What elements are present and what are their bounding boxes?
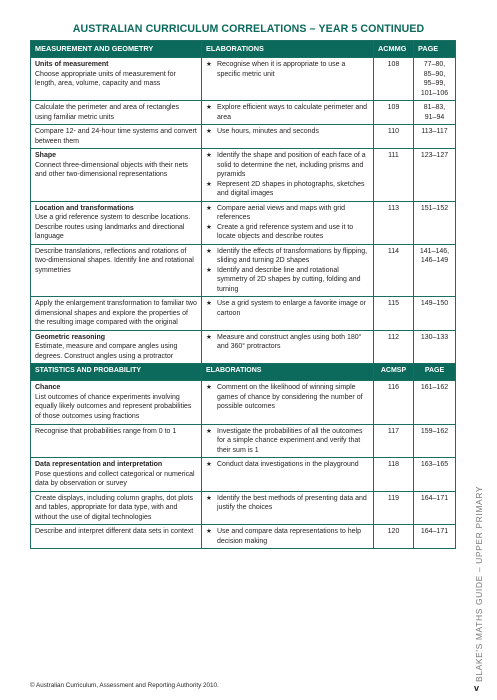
- measurement-geometry-header: [31, 41, 456, 58]
- page-cell: [414, 125, 456, 149]
- elaboration-text: Explore efficient ways to calculate perimeter and area: [217, 104, 368, 121]
- code-cell: 111: [374, 149, 414, 202]
- elaboration-item: [206, 180, 369, 199]
- star-icon: ★: [206, 204, 212, 212]
- elaboration-text: Identify and describe line and rotational symmetry of 2D shapes by cutting, folding and turning: [217, 266, 361, 293]
- content-description: Estimate, measure and compare angles using degrees. Construct angles using a protractor: [35, 343, 178, 360]
- elaboration-cell: [202, 297, 374, 331]
- elaboration-text: Investigate the probabilities of all the outcomes for a simple chance experiment and verify that their sum is 1: [217, 427, 363, 454]
- content-description: Recognise that probabilities range from 0 to 1: [35, 427, 177, 435]
- subsection-title: Data representation and interpretation: [35, 461, 163, 469]
- elaboration-item: [206, 151, 369, 180]
- subsection-title: Location and transformations: [35, 204, 134, 212]
- page-cell: [414, 424, 456, 458]
- page-marker: v: [474, 683, 480, 693]
- elaboration-cell: [202, 525, 374, 549]
- elaboration-item: [206, 103, 369, 122]
- description-cell: [31, 201, 202, 244]
- elaboration-text: Conduct data investigations in the playground: [217, 461, 359, 469]
- page-range: 77–80,: [423, 61, 446, 68]
- elaboration-text: Use hours, minutes and seconds: [217, 128, 319, 136]
- star-icon: ★: [206, 266, 212, 274]
- content-description: Calculate the perimeter and area of rectangles using familiar metric units: [35, 104, 179, 121]
- elaboration-item: [206, 494, 369, 513]
- code-cell: 115: [374, 297, 414, 331]
- code-cell: 120: [374, 525, 414, 549]
- elaboration-cell: [202, 424, 374, 458]
- table-row: [31, 458, 456, 492]
- page-cell: [414, 149, 456, 202]
- elaboration-item: [206, 299, 369, 318]
- page-cell: [414, 525, 456, 549]
- code-cell: 114: [374, 244, 414, 297]
- header-page: PAGE: [414, 41, 456, 58]
- elaboration-item: [206, 427, 369, 456]
- code-cell: 119: [374, 491, 414, 525]
- code-cell: 108: [374, 58, 414, 101]
- page-range: 159–162: [420, 427, 449, 435]
- elaboration-cell: [202, 149, 374, 202]
- star-icon: ★: [206, 461, 212, 469]
- description-cell: [31, 125, 202, 149]
- star-icon: ★: [206, 427, 212, 435]
- page-cell: [414, 201, 456, 244]
- elaboration-text: Use and compare data representations to help decision making: [217, 528, 361, 545]
- statistics-probability-header: [31, 364, 456, 381]
- table-row: [31, 330, 456, 364]
- elaboration-cell: [202, 58, 374, 101]
- elaboration-item: [206, 204, 369, 223]
- star-icon: ★: [206, 528, 212, 536]
- page-cell: [414, 101, 456, 125]
- elaboration-item: [206, 333, 369, 352]
- star-icon: ★: [206, 223, 212, 231]
- header-page: PAGE: [414, 364, 456, 381]
- page-range: 95–99,: [423, 80, 446, 88]
- elaboration-cell: [202, 491, 374, 525]
- description-cell: [31, 491, 202, 525]
- statistics-probability-header-group: [31, 364, 456, 381]
- elaboration-text: Identify the best methods of presenting data and justify the choices: [217, 494, 367, 512]
- content-description: Create displays, including column graphs, dot plots and tables, appropriate for data type, with and without the use of digital technologies: [35, 494, 193, 521]
- elaboration-cell: [202, 381, 374, 424]
- content-description: Describe translations, reflections and rotations of two-dimensional shapes. Identify line and rotational symmetries: [35, 247, 194, 274]
- content-description: Choose appropriate units of measurement for length, area, volume, capacity and mass: [35, 70, 176, 88]
- star-icon: ★: [206, 128, 212, 136]
- page-range: 163–165: [420, 461, 449, 469]
- page-cell: [414, 297, 456, 331]
- code-cell: 112: [374, 330, 414, 364]
- side-running-title: BLAKE'S MATHS GUIDE – UPPER PRIMARY: [474, 485, 484, 682]
- subsection-title: Units of measurement: [35, 61, 109, 68]
- elaboration-text: Identify the shape and position of each face of a solid to determine the net, including prisms and pyramids: [217, 152, 366, 179]
- header-strand: MEASUREMENT AND GEOMETRY: [31, 41, 202, 58]
- statistics-probability-rows: [31, 381, 456, 549]
- content-description: List outcomes of chance experiments involving equally likely outcomes and represent probabilities of those outcomes using fractions: [35, 393, 192, 420]
- table-row: [31, 201, 456, 244]
- elaboration-text: Recognise when it is appropriate to use a specific metric unit: [217, 61, 346, 78]
- page-range: 149–150: [420, 300, 449, 308]
- table-row: [31, 491, 456, 525]
- page-range: 91–94: [424, 113, 445, 121]
- elaboration-text: Measure and construct angles using both 180° and 360° protractors: [217, 333, 362, 351]
- content-description: Pose questions and collect categorical or numerical data by observation or survey: [35, 470, 195, 488]
- elaboration-item: [206, 60, 369, 79]
- star-icon: ★: [206, 384, 212, 392]
- page-range: 146–149: [420, 257, 449, 265]
- description-cell: [31, 149, 202, 202]
- page-range: 85–90,: [423, 70, 446, 78]
- elaboration-item: [206, 460, 369, 470]
- elaboration-text: Represent 2D shapes in photographs, sketches and digital images: [217, 180, 365, 198]
- curriculum-table: [30, 40, 456, 549]
- star-icon: ★: [206, 104, 212, 112]
- page-range: 113–117: [421, 128, 448, 136]
- elaboration-item: [206, 247, 369, 266]
- copyright-note: © Australian Curriculum, Assessment and Reporting Authority 2010.: [30, 682, 219, 689]
- code-cell: 118: [374, 458, 414, 492]
- page-range: 164–171: [420, 494, 449, 502]
- elaboration-item: [206, 127, 369, 137]
- table-row: [31, 244, 456, 297]
- page-cell: [414, 381, 456, 424]
- elaboration-text: Use a grid system to enlarge a favorite image or cartoon: [217, 300, 367, 317]
- page-title: AUSTRALIAN CURRICULUM CORRELATIONS – YEAR 5 CONTINUED: [72, 23, 425, 35]
- table-row: [31, 101, 456, 125]
- page-cell: [414, 330, 456, 364]
- page-range: 164–171: [420, 528, 449, 536]
- description-cell: [31, 297, 202, 331]
- description-cell: [31, 525, 202, 549]
- star-icon: ★: [206, 61, 212, 68]
- page-cell: [414, 58, 456, 101]
- star-icon: ★: [206, 333, 212, 341]
- table-row: [31, 525, 456, 549]
- page-cell: [414, 458, 456, 492]
- description-cell: [31, 101, 202, 125]
- elaboration-text: Identify the effects of transformations by flipping, sliding and turning 2D shapes: [217, 247, 368, 265]
- description-cell: [31, 58, 202, 101]
- content-description: Use a grid reference system to describe locations. Describe routes using landmarks and directional language: [35, 214, 191, 241]
- measurement-geometry-rows: [31, 58, 456, 364]
- subsection-title: Chance: [35, 384, 61, 392]
- description-cell: [31, 424, 202, 458]
- content-description: Compare 12- and 24-hour time systems and convert between them: [35, 128, 197, 145]
- table-row: [31, 125, 456, 149]
- star-icon: ★: [206, 180, 212, 188]
- content-description: Apply the enlargement transformation to familiar two dimensional shapes and explore the properties of the resulting image compared with the original: [35, 300, 197, 327]
- elaboration-item: [206, 383, 369, 412]
- header-code: ACMSP: [374, 364, 414, 381]
- star-icon: ★: [206, 494, 212, 502]
- header-elaborations: ELABORATIONS: [202, 41, 374, 58]
- elaboration-cell: [202, 101, 374, 125]
- page-range: 151–152: [420, 204, 449, 212]
- star-icon: ★: [206, 152, 212, 160]
- page-range: 161–162: [420, 384, 449, 392]
- table-row: [31, 381, 456, 424]
- page-range: 130–133: [420, 333, 449, 341]
- page-cell: [414, 244, 456, 297]
- code-cell: 110: [374, 125, 414, 149]
- header-code: ACMMG: [374, 41, 414, 58]
- table-row: [31, 149, 456, 202]
- elaboration-item: [206, 527, 369, 546]
- star-icon: ★: [206, 247, 212, 255]
- table-row: [31, 424, 456, 458]
- subsection-title: Geometric reasoning: [35, 333, 106, 341]
- elaboration-text: Create a grid reference system and use it to locate objects and describe routes: [217, 223, 354, 241]
- header-elaborations: ELABORATIONS: [202, 364, 374, 381]
- subsection-title: Shape: [35, 152, 57, 160]
- page-range: 141–146,: [419, 247, 450, 255]
- header-strand: STATISTICS AND PROBABILITY: [31, 364, 202, 381]
- star-icon: ★: [206, 300, 212, 308]
- description-cell: [31, 244, 202, 297]
- content-description: Connect three-dimensional objects with their nets and other two-dimensional representations: [35, 161, 188, 179]
- content-description: Describe and interpret different data sets in context: [35, 528, 194, 536]
- code-cell: 117: [374, 424, 414, 458]
- code-cell: 113: [374, 201, 414, 244]
- code-cell: 109: [374, 101, 414, 125]
- description-cell: [31, 381, 202, 424]
- page-range: 81–83,: [423, 104, 446, 112]
- elaboration-text: Comment on the likelihood of winning simple games of chance by considering the number of possible outcomes: [217, 384, 363, 411]
- elaboration-text: Compare aerial views and maps with grid references: [217, 204, 345, 222]
- table-row: [31, 58, 456, 101]
- description-cell: [31, 458, 202, 492]
- elaboration-cell: [202, 330, 374, 364]
- elaboration-cell: [202, 201, 374, 244]
- elaboration-item: [206, 223, 369, 242]
- code-cell: 116: [374, 381, 414, 424]
- elaboration-cell: [202, 458, 374, 492]
- page-range: 101–106: [420, 89, 449, 97]
- page-cell: [414, 491, 456, 525]
- page-range: 123–127: [420, 152, 449, 160]
- elaboration-cell: [202, 244, 374, 297]
- description-cell: [31, 330, 202, 364]
- table-row: [31, 297, 456, 331]
- elaboration-item: [206, 266, 369, 295]
- elaboration-cell: [202, 125, 374, 149]
